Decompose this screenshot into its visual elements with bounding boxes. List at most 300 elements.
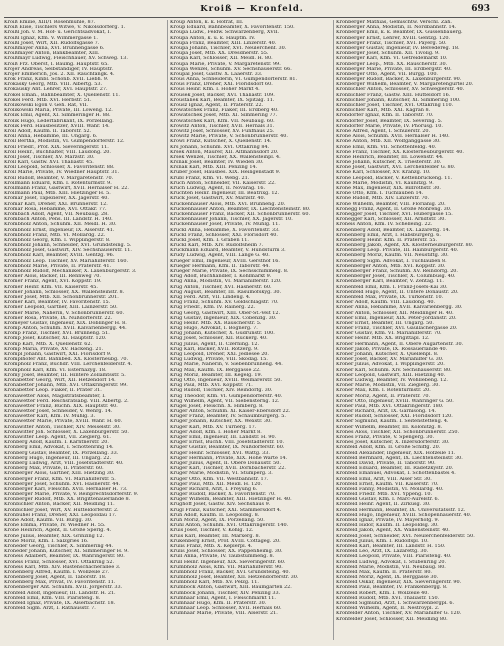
directory-entry: Krug Ludwig, Private, VIII. Skodag. 15.	[170, 357, 268, 363]
directory-entry: Krokel Ferd. Mtb. XVI. Herbstr. 51.	[4, 97, 92, 103]
directory-entry: Krondorfer Marie, Private, IV. Phorusg. 10.	[336, 123, 443, 129]
directory-entry: Kroner Richard, Arzt, IX. Garnisong. 14.	[336, 409, 437, 415]
directory-entry: Krug Ferd. Arzt, VII. Lindeng. 4.	[170, 294, 251, 300]
directory-entry: Kronfeld Emil, Arzt, VIII. Alser Str. 30.	[336, 476, 432, 482]
directory-entry: Krousek Josef, Bäcker, XVI. Thaliastr. 109.	[170, 92, 275, 98]
directory-entry: Kronfeld Robert, Kfm. I. Wollzeile 40.	[336, 590, 429, 596]
directory-entry: Kromer Heinr. Kfm. VII. Kaiserstr. 45.	[4, 284, 98, 290]
directory-entry: Krone Franz, Tischler, XX. Klosterneuburgerstr. 40.	[336, 149, 464, 155]
directory-entry: Krsek Wenzel, Tischler, XX. Wallensteinpl. 4.	[170, 154, 281, 160]
directory-entry: Krojer Andreas, Selbständiger, IV. Hauptstr.	[4, 66, 113, 72]
directory-entry: Kruckenhauser Anton, Beamter, IX. Liechtensteinstr. 80.	[170, 206, 311, 212]
directory-entry: Kroiß Emilie, XIII/1 Rosenmühle, 87.	[4, 20, 96, 25]
directory-entry: Kronberger Rudolf, Mtb. XX. Brigittenauerlände 8.	[4, 497, 131, 503]
directory-entry: Krueger Emil, Ingenieur, XVIII. Gersthof 16.	[170, 258, 280, 264]
directory-entry: Kruis Karl, Beamter, III. Marxerg. 8.	[170, 533, 261, 539]
directory-entry: Krone Heinrich, Beamter, III. Löwenstr. 44.	[336, 154, 444, 160]
directory-entry: Krüger Heinr. Schlosser, XVI. Wattg. 33.	[170, 450, 270, 456]
directory-entry: Krug August, Beamter, III. Rasumofskyg. 30.	[170, 289, 282, 295]
directory-entry: Kronabetter Johann, Mtb. XVI. Ottakringerstr. 99.	[4, 383, 128, 389]
directory-entry: Krug Franz, Schuhm. XV. Goldschlagstr. 70.	[170, 300, 279, 306]
directory-entry: Kronenberg Heinr. Kfm. II. Praterstr. 55.	[336, 237, 438, 243]
directory-entry: Krumböck Anton, Gastwirt, XIII. Baumgarten 22.	[170, 585, 292, 591]
directory-entry: Kronfeld Oskar, Ingenieur, XIX. Sieveringerstr. 90.	[336, 580, 462, 586]
directory-entry: Kruger Johann, Kutscher, XX. Wexstr. 30.	[170, 419, 272, 425]
directory-entry: Kronfeld Bernhard, Agent, IX. Liechtensteinstr. 30.	[336, 455, 463, 461]
directory-entry: Kronberg Gustav, Beamter, IX. Porzellang. 33.	[4, 450, 119, 456]
directory-entry: Krudy Ludwig, Agent, VIII. Lange G. 40.	[170, 253, 270, 259]
directory-entry: Krojer Emmerich, Jos. 2. XII. Rauchfangk. 4.	[4, 71, 115, 77]
directory-entry: Kruliš Josef, Schlosser, XX. Pappenheimg. 30.	[170, 549, 283, 555]
directory-entry: Krug Heinr. Mtb. XX. Rauscherstr. 5.	[170, 320, 262, 326]
directory-entry: Kromer Josef, Mtb. XII. Schönbrunnerstr. 201.	[4, 294, 119, 300]
directory-entry: Krug Marie, Näherin, V. Siebenbrunneng. 44.	[170, 362, 283, 368]
directory-entry: Kroll Heinr., Buchhalter, VIII. Laudong. 20.	[4, 149, 111, 155]
directory-entry: Krones Alois, Tischler, XII. Schönbrunnerstr. 250.	[336, 429, 460, 435]
directory-entry: Krüger Hermann, Private, XIX. Hohe Warte 14.	[170, 455, 288, 461]
directory-entry: Kroner Johann, Kutscher, X. Quellenpl. 8.	[336, 352, 439, 357]
directory-entry: Kroner Adolf, Kaufm. VIII. Laudong. 40.	[336, 300, 436, 306]
directory-entry: Kromer Karl, Beamter, IV. Favoritenstr. 15.	[4, 300, 111, 306]
directory-entry: Krolikowski Egon v. Geh. Rat, VII.	[4, 103, 89, 108]
directory-entry: Krüger Wilhelm, Beamter, XIII. Hietzinger H. 40.	[170, 497, 292, 503]
directory-entry: Kromer Franz, Agent, XVI. Koppstr. 19.	[4, 279, 102, 285]
directory-entry: Kronawetter Alois, Magistratsbeamter, I.	[4, 393, 106, 399]
directory-entry: Kronbichler Anton, Schlosser, XV. Schweglerstr. 40.	[336, 87, 465, 93]
directory-entry: Kronfeld Karl, Beamter, III. Landstr. H. 150.	[336, 543, 446, 549]
directory-entry: Kroll Leopold, Schlosser, X. Favoritenstr. 88.	[4, 165, 115, 171]
directory-entry: Krone Julius, Beamter, XIX. Grinzing 12.	[4, 533, 105, 539]
page-header	[0, 4, 504, 18]
directory-entry: Kronfeld Ernst, Kaufm. VII. Kaiserstr. 70.	[336, 481, 439, 487]
directory-entry: Krolik Emil, Agent, XI. Simmeringer H. 88.	[4, 113, 111, 119]
directory-entry: Kruber Josef, Hausbes. XIX. Heiligenstadt 9.	[170, 170, 281, 176]
directory-entry: Kromp Anton, Schuhm. XVII. Kalvarienbergg. 44.	[4, 326, 127, 332]
directory-entry: Kroiß Frz. Oberst, I. Baumg. Hauptstr. 65.	[4, 61, 109, 67]
directory-entry: Kronenfeld Max, Private, IX. Türkenstr. 10.	[336, 294, 444, 300]
directory-entry: Krone Emil, Kfm. VII. Schottenfeldg. 40.	[336, 144, 437, 150]
directory-entry: Kroner Otto, Ingenieur, XVIII. Währinger G. 50.	[336, 398, 454, 404]
directory-entry: Kronfeld Friedr. Mtb. XVI. Yppeng. 10.	[336, 492, 433, 498]
directory-entry: Kruckenhauser Alois, Mtb. XVI. Brunneng. 20.	[170, 201, 286, 207]
directory-entry: Krubl Franz, Kfm. VI. Webg. 21.	[170, 175, 250, 181]
directory-entry: Kronenberg Emil, Arzt, I. Habsburgerg. 6.	[336, 232, 441, 238]
directory-entry: Krumbholz Josef, Beamter, XII. Hetzendorferstr. 30.	[170, 575, 299, 581]
directory-entry: Krückl Karl, Mtb. XIV. Rudolfsheim 7.	[170, 243, 264, 249]
directory-entry: Krones Franz, Private, V. Spengerg. 30.	[336, 435, 435, 440]
directory-entry: Krone Alfred, Agent, I. Schulerstr. 20.	[336, 128, 431, 134]
directory-entry: Kronawitter Anton, Tischler, XIV. Meiselstr. 30.	[4, 424, 121, 430]
directory-entry: Kronfeld Wilhelm, Agent, II. Nestroypl. 2.	[336, 606, 440, 612]
directory-entry: Kroner Emil, Ingenieur, XIX. Peter-Jordanstr. 20.	[336, 315, 457, 321]
directory-entry: Krone Karl, Schlosser, XV. Kranzg. 10.	[336, 170, 431, 176]
directory-entry: Kroner Moriz, Agent, II. Praterstr. 70.	[336, 393, 431, 399]
directory-entry: Kroll Marie, Private, IV. Wiedner Hauptstr. 31.	[4, 170, 120, 176]
directory-entry: Krokausky Ant. Lehrer, XVI. Hauptstr. 27.	[4, 87, 108, 93]
directory-entry: Kršnak Josef, Beamter, IV. Wieden 30.	[170, 160, 264, 166]
directory-entry: Kronegg Franz, Agent, II. Große Mohreng. 30.	[336, 206, 452, 212]
directory-entry: Krumhaar Leop. Schlosser, XVII. Hernals 60.	[170, 606, 282, 612]
directory-entry: Kruger Franz, Beamter, IV. Schaumburgerg. 5.	[170, 414, 286, 420]
directory-entry: Krombholz Georg, Kfm. I. Wipplingerstr. 8.	[4, 237, 111, 243]
directory-entry: Kronberg Ludwig, Arzt, VIII. Josefstädterstr. 40.	[4, 460, 124, 466]
directory-entry: Krueger Hermann, Kfm. II. Taborstr. 44.	[170, 263, 270, 269]
directory-entry: Krüger Paul, Mtb. XII. Meidl. H. 120.	[170, 481, 263, 487]
directory-entry: Kroneis Adalbert, Beamter, IX. Währingerstr. 80.	[4, 554, 125, 560]
directory-entry: Krug Anton, Tischler, XVI. Hasnerstr. 60.	[170, 284, 272, 290]
directory-entry: Kronbühel Franz, Dreher, XXI. Leopoldau 17.	[4, 512, 117, 518]
directory-entry: Krone Adolf, Kaufm. VII. Burgg. 30.	[4, 518, 93, 523]
directory-entry: Kroll Karl, Gastw. XVI. Thaliastr. 45.	[4, 160, 94, 166]
directory-entry: Kroneder Georg, Tischler, X. Simmering 44.	[4, 543, 114, 549]
directory-entry: Kronfeld Moriz, Agent, IX. Berggasse 30.	[336, 575, 439, 581]
directory-entry: Kruger Anton, Schuhm. XI. Kaiser-Ebersdorf 22.	[170, 409, 291, 415]
directory-entry: Kruis Josef, Tischler, V. Kohlg. 12.	[170, 528, 254, 534]
directory-entry: Krumbholz Karl, Mtb. XV. Pelzg. 11.	[170, 580, 259, 586]
directory-entry: Kruh Moriz, Agent, IX. Porzellang. 50.	[170, 518, 265, 523]
directory-entry: Krull Anna, Private, IV. Taubstummeng. 8.	[170, 554, 275, 560]
directory-entry: Kronfelder Anton, Tischler, XV. Mariahilfer G. 120.	[336, 611, 462, 617]
directory-entry: Krug Johann, Kutscher, X. Gudrunstr. 100.	[170, 331, 275, 337]
directory-entry: Kronberger Marie, Private, III. Erdbergstr. 40.	[336, 66, 452, 72]
columns-container	[4, 20, 500, 642]
directory-entry: Krückl Franz, Schlosser, XXI. Florisdorf 40.	[170, 232, 278, 238]
directory-entry: Kruliš Franz, Mtb. X. Keplerpl. 4.	[170, 543, 253, 549]
directory-entry: Kromar Karl, Dreher, XXI. Brünnerstr. 12.	[4, 201, 108, 207]
directory-entry: Kronbichler Josef, Wirt, XV. Hütteldorferstr. 2.	[4, 507, 119, 513]
header-rule	[4, 17, 498, 18]
directory-entry: Kruckenhauser Josef, Private, IV. Mühlg. 11.	[170, 222, 280, 228]
directory-entry: Krückl Anna, Hebamme, X. Favoritenstr. 33.	[170, 227, 280, 233]
directory-entry: Krowl Franz, Kutscher, X. Quellenstr. 14.	[170, 139, 272, 145]
directory-entry: Kronfeld Julius, Kfm. I. Rudolfspl. 10.	[336, 538, 429, 544]
directory-entry: Kroner Gustav, Kfm. VI. Mariahilferstr. 70.	[336, 331, 442, 337]
directory-entry: Krüger Rudolf, Bäcker, X. Favoritenstr. 70.	[170, 492, 276, 498]
directory-entry: Kronawetter Franz, Buchh. XIX. Hauptstr. 40.	[4, 403, 118, 409]
directory-entry: Kruhl Anton, Schuhm. XVI. Ottakringerstr. 140.	[170, 523, 289, 529]
directory-entry: Kruckmann Eduard, Beamter, V. Hundsturm 3.	[170, 248, 286, 254]
directory-entry: Kronbichler Karl, Mtb. XXI. Kagran 8.	[336, 108, 431, 114]
column-left	[4, 20, 164, 642]
directory-entry: Kronawetter Josef, Schneider, V. Wehrg. 14.	[4, 409, 113, 415]
directory-entry: Kronfeld Hugo, Ingenieur, XVIII. Schopenhauerstr. 40.	[336, 512, 472, 518]
directory-entry: Kronberg Emil, Advokat, I. Schottenring 14.	[4, 445, 114, 451]
directory-entry: Kroißl Joh. v. M. Hof- u. Gerichtsadvokat, I.	[4, 30, 112, 36]
directory-entry: Kronfeld Heinr. Agent, II. Zirkusg. 30.	[336, 502, 431, 508]
directory-entry: Krone Emma, Private, IV. Wiedner H. 55.	[4, 523, 106, 529]
directory-entry: Kruchten Heinr. Ingenieur, III. Beatrixg. 12.	[170, 191, 280, 197]
directory-entry: Kronberger Franz, Kfm. VI. Mariahilferstr. 5.	[4, 476, 116, 482]
directory-entry: Krugl Franz, Kutscher, XXI. Stammersdorf 4.	[170, 507, 282, 513]
directory-entry: Krombholz Josef, Gastwirt, XIV. Sechshauserstr. 11.	[4, 248, 132, 254]
directory-entry: Kroll Adolf, Kaufm. II. Taborstr. 52.	[4, 128, 92, 134]
directory-entry: Krondorfer Ignaz, Kfm. II. Taborstr. 70.	[336, 113, 434, 119]
directory-entry: Kroner Ludwig, Beamter, IV. Wohllebeng. 12.	[336, 377, 448, 383]
directory-entry: Kromer Marie, Näherin, V. Schönbrunnerstr. 60.	[4, 310, 125, 316]
directory-entry: Kronegger Karl, Schlosser, XII. Arndtstr. 30.	[336, 217, 446, 223]
directory-entry: Kroner Karl, Schuhm. XIV. Sechshauserstr. 80.	[336, 367, 452, 373]
directory-entry: Kronfeld Fanny, Modistin, VI. Mollardg. 40.	[336, 486, 444, 492]
directory-entry: Kronawetter Marie, Private, XVIII. Währ. H. 60.	[4, 419, 123, 425]
directory-entry: Kroiß Elise, Tischlers Witwe, V. Nikolsdorferg. 1.	[4, 25, 126, 31]
directory-entry: Kronfeld Eduard, Beamter, III. Radetzkystr. 20.	[336, 466, 454, 472]
directory-entry: Kroustaliek Karl, Beamter, IX. Spitalg. 11.	[170, 97, 275, 103]
directory-entry: Kronberger Josef, Schuhm. XVI. Hasnerstr. 44.	[4, 481, 120, 487]
directory-entry: Kromp Josef, Kutscher, XI. Hauptstr. 120.	[4, 336, 107, 342]
directory-entry: Kronbichler Johann, Kutscher, XI. Simmering 100.	[336, 97, 461, 103]
directory-entry: Kronberger Mathias, Gemischtw. Verschl. Zah.	[336, 20, 452, 25]
directory-entry: Kronberger Emil, k. k. Beamter, IX. Gussenbauerg.	[336, 30, 463, 36]
directory-entry: Krull Heinr. Ingenieur, XIX. Sieveringerstr. 60.	[170, 559, 286, 565]
directory-entry: Kromeyer Gustav, Ingenieur, XIX. Döblinger H. 8.	[4, 320, 127, 326]
directory-entry: Krüger Marie, Modistin, VI. Stumperg. 3.	[170, 471, 273, 477]
directory-entry: Krumbholz Franz, Bäcker, XVI. Grundsteing. 40.	[170, 569, 291, 575]
directory-entry: Krukenberg Ernst, Prof. XVIII. Cottageg. 20.	[170, 538, 281, 544]
directory-entry: Kroner Jakob, Private, IX. Rossauerlände 40.	[336, 346, 448, 352]
directory-entry: Kronberger Rudolf, Bäcker, X. Laxenburgerstr. 90.	[336, 77, 462, 83]
directory-entry: Kroner Franz, Tischler, XVI. Gaullachergasse 20.	[336, 326, 458, 332]
directory-entry: Krug Paul, Mtb. XVI. Koppstr. 71.	[170, 383, 253, 389]
directory-entry: Kronawitter Joh. Schlosser, X. Laxenburgerstr. 50.	[4, 429, 129, 435]
directory-entry: Krokel Eman., Bahnbeamter, X. Quellenstr. 11.	[4, 92, 120, 98]
directory-entry: Krone Rudolf, Mtb. XIV. Linzerstr. 70.	[336, 196, 430, 202]
directory-entry: Kromy Josef, Beamter, III. Hintere Zollamtsstr. 5.	[4, 372, 126, 378]
directory-entry: Kronberger Leop., Mtb. XX. Rauscherstr. 30.	[336, 61, 448, 67]
directory-entry: Kroupa Anton, k. u. k. Hauptm. IV.	[170, 35, 256, 41]
directory-entry: Krolikowski Maria, Private, III. Löweng. 12.	[4, 108, 113, 114]
directory-entry: Kronberg Hugo, Ingenieur, III. Ungarg. 22.	[4, 455, 112, 461]
directory-entry: Kronberger Wilhelm, Beamter, V. Margaretengürtel 20.	[336, 82, 474, 88]
directory-entry: Kronfeld Sigm. Arzt, I. Rathausstr. 7.	[4, 606, 96, 612]
directory-entry: Krone Heinrich, Agent, II. Große Sperlg. 4.	[4, 528, 112, 534]
directory-entry: Krug Otto, Ingenieur, XVIII. Weimarerstr. 50.	[170, 377, 282, 383]
directory-entry: Kroner Ernst, Beamter, III. Ungarg. 50.	[336, 320, 434, 326]
directory-entry: Kronberger Anna, Modistin, II. Nordbahnstr. 14.	[336, 25, 457, 31]
directory-entry: Kronawetter Karl, Kfm. IV. Mühlg. 3.	[4, 414, 96, 420]
directory-entry: Krueger Marie, Private, IX. Sechsschimmelg. 8.	[170, 269, 289, 274]
directory-entry: Krompl Johann, Gastwirt, XXI. Florisdorf 9.	[4, 352, 112, 357]
directory-entry: Kronenberger Josef, Tischler, X. Columbusg. 40.	[336, 274, 456, 280]
directory-entry: Krombholz Franz, Mtb. VI. Mollardg. 22.	[4, 232, 106, 238]
directory-entry: Kroll Rudolf, Beamter, V. Margaretenstr. 70.	[4, 175, 114, 181]
directory-entry: Kromp Karl, Mtb. X. Quellenstr. 62.	[4, 341, 93, 347]
directory-entry: Krumböck Johann, Tischler, XIV. Penzing 33.	[170, 590, 281, 596]
directory-entry: Krolik Hugo, Lederfabrikant, IX. Porzellang.	[4, 118, 114, 124]
directory-entry: Kroner Hermann, Agent, II. Obere Augartenstr. 30.	[336, 341, 464, 347]
directory-entry: Kronberger Karl, Kfm. VI. Getreidemarkt 10.	[336, 56, 448, 62]
page-number: 693	[471, 4, 490, 14]
directory-entry: Kronbichler Franz, Gastw. XIII. Hütteldorf 16.	[336, 92, 451, 98]
directory-entry: Kronfeld Emanuel, Advokat, I. Schottenbastei 4.	[336, 471, 456, 477]
directory-entry: Kronberger Marie, Private, V. Reinprechtsdorferstr. 9.	[4, 492, 139, 498]
directory-entry: Kronenberger Ant. Schuhm. XVII. Jörgerstr. 33.	[4, 585, 123, 591]
directory-entry: Krondorfer Josef, Beamter, IX. Severing. 5.	[336, 118, 443, 124]
directory-entry: Kronfelder Josef, Schlosser, XII. Meidling 80.	[336, 616, 448, 622]
directory-entry: Krüger Julius, Agent, II. Obere Donaustr. 50.	[170, 460, 281, 466]
directory-entry: Kruck Josef, Gastwirt, XV. Märzstr. 40.	[170, 196, 266, 202]
directory-entry: Kronberger Gustav, Ingenieur, IV. Belvedereg. 18.	[336, 45, 460, 51]
directory-entry: Krüger Otto, Kfm. VII. Westbahnstr. 17.	[170, 476, 269, 482]
directory-entry: Kronfeld Rudolf, Mtb. XVI. Thaliastr. 150.	[336, 595, 440, 601]
directory-entry: Kroupa Ludw., Feldw. Schwarzenberg, XVII.	[170, 30, 280, 36]
directory-entry: Kroupa Johann, Tischler, XVI. Neulerchenf. 30.	[170, 45, 287, 51]
directory-entry: Kronenberg Alfred, Kaufm. I. Wollzeile 27.	[4, 569, 110, 575]
directory-entry: Kronawitter Leop. Agent, VII. Zieglerg. 61.	[4, 435, 111, 440]
directory-entry: Kromp Franz, Tischler, XVI. Brunneng. 51.	[4, 331, 110, 337]
directory-entry: Kroner Max, Kfm. I. Rotenturmstr. 20.	[336, 388, 431, 394]
directory-entry: Krombholz Leop. Tischler, XV. Mariahilferstr. 160.	[4, 258, 129, 264]
directory-entry: Krug Gustav, Ingenieur, XIX. Cobenzlg. 30.	[170, 315, 277, 321]
directory-entry: Krous Franz, Dreher, XXI. Floridsdorf 60.	[170, 82, 273, 88]
directory-entry: Kruger Karl, Mtb. XV. Turnerg. 17.	[170, 424, 257, 430]
directory-entry: Kroll Friedr., Prof. XIX. Sieveringerstr. 11.	[4, 144, 109, 150]
directory-entry: Krollmann Eduard, Kfm. I. Rotenturmstr. 9.	[4, 180, 112, 186]
directory-entry: Krone Leopold, Bäcker, V. Kettenbrückeng. 11.	[336, 175, 453, 181]
directory-entry: Kroneis Franz, Schlosser, XVI. Ottakring 52.	[4, 559, 115, 565]
directory-entry: Kronfeld Hermann, Beamter, IX. Universitätsstr. 12.	[336, 507, 466, 513]
directory-entry: Krückl Josef, Kfm. I. Graben 11.	[170, 237, 249, 243]
running-title: Kroiß — Kronfeld.	[200, 4, 304, 14]
directory-entry: Kruckenhauser Franz, Bäcker, XII. Schönbrunnerstr. 60.	[170, 211, 310, 217]
directory-entry: Krowatschek Karl, Kfm. VII. Neubaug. 60.	[170, 118, 275, 124]
directory-entry: Kroll Anna, Hebamme, III. Ungarg. 6.	[4, 134, 98, 140]
directory-entry: Kronberger Alois, Gärtner, XIII. Hietzing 30.	[4, 471, 115, 477]
directory-entry: Krowatschek Josef, Mtb. XI. Simmering 77.	[170, 113, 278, 119]
directory-entry: Krone Otto, Kfm. I. Tuchlauben 14.	[336, 191, 424, 197]
directory-entry: Kruckenhauser Johann, Tischler, XX. Jägerstr. 10.	[170, 217, 293, 223]
directory-entry: Kronberger Otto, Agent, VII. Burgg. 100.	[336, 71, 438, 77]
directory-entry: Krombach Adolf, Agent, VII. Neubaug. 28.	[4, 211, 109, 217]
directory-entry: Krug Josef, Schlosser, XII. Ruckerg. 40.	[170, 336, 268, 342]
directory-entry: Krous Anna, Schneiderin, VI. Gumpendorferstr. 81.	[170, 77, 298, 83]
directory-entry: Kronfeld Jakob, Agent, XX. Wallensteinstr. 40.	[336, 528, 450, 534]
directory-entry: Kršnak Karl, Mtb. XIII. Penzing 14.	[170, 165, 258, 171]
directory-entry: Krombholz Anton, Schuhm. XII. Meidl. H. 30.	[4, 222, 117, 228]
directory-entry: Kroll Bertha, Modistin, VI. Gumpendorferstr. 12.	[4, 139, 125, 145]
directory-entry: Kronenberger Anton, Mtb. XVI. Koppstr. 30.	[336, 263, 446, 269]
directory-entry: Krug Moriz, Beamter, III. Kegelg. 19.	[170, 372, 263, 378]
directory-entry: Kronfeld Paul, Beamter, IV. Frankenbergg. 8.	[336, 585, 448, 591]
directory-entry: Krug Julius, Agent, II. Czerning. 12.	[170, 341, 260, 347]
directory-entry: Krsek Anton, Maurer, XII. Altmannsdorf 20.	[170, 149, 279, 155]
directory-entry: Krughoff Josef, Gastw. XIV. Sechshaus 9.	[170, 502, 271, 508]
directory-entry: Krones Josef, Kutscher, X. Inzersdorferstr. 30.	[336, 440, 450, 446]
directory-entry: Kronbichler Anton, Bäcker, XII. Meidling 11.	[4, 502, 115, 508]
directory-entry: Kronenfeld Hugo, Agent, II. Untere Donaustr. 20.	[336, 289, 459, 295]
directory-entry: Krüger Karl, Tischler, XVII. Dornbacherstr. 22.	[170, 466, 286, 472]
directory-entry: Krumbholz Alois, Kfm. VII. Mariahilferstr. 90.	[170, 564, 283, 570]
directory-entry: Krombholz Johann, Schneider, XVI. Grundsteing. 5.	[4, 243, 132, 249]
directory-entry: Kromp Maria, Private, XV. Hackeng. 21.	[4, 346, 104, 352]
directory-entry: Krug Friedr., Kfm. IV. Rainerg. 22.	[170, 305, 256, 311]
directory-entry: Krug Hugo, Advokat, I. Bognerg. 7.	[170, 326, 258, 332]
directory-entry: Krumhaar Emil, Agent, I. Fleischmarkt 11.	[170, 595, 276, 601]
directory-entry: Kronfeld Ignaz, Private, IX. Alserbachstr. 18.	[4, 601, 116, 606]
directory-entry: Krug Wilhelm, Agent, VII. Siebensterng. 12.	[170, 398, 280, 404]
directory-entry: Kroner Josef, Bäcker, XV. Mariahilfer G. 30.	[336, 357, 444, 363]
directory-entry: Krug Georg, Gastwirt, XIII. Ober-St.-Veit 12.	[170, 310, 281, 316]
directory-entry: Kroner Marie, Modistin, VII. Zieglerg. 30.	[336, 383, 440, 389]
directory-entry: Krompholz Franz, Buchdr. VIII. Lerchenfelderstr. 4.	[4, 362, 133, 368]
directory-entry: Krowitz Josef, Schlosser, XV. Fünfhaus 25.	[170, 128, 275, 134]
column-right	[336, 20, 496, 642]
directory-entry: Kronenberger Karl, Beamter, V. Zentag. 11.	[336, 279, 444, 285]
directory-entry: Krombholz Marie, Private, II. Praterstr. 41.	[4, 263, 112, 269]
directory-entry: Kroner Sigmund, Kaufm. I. Seitenstetteng. 4.	[336, 419, 449, 425]
directory-entry: Kronfeld Leo, Arzt, IX. Lazarettg. 30.	[336, 549, 429, 555]
directory-entry: Kronenberger Franz, Schuhm. XV. Reindorfg. 20.	[336, 269, 458, 274]
directory-entry: Krug Karl, Bäcker, XVII. Rötzerg. 9.	[170, 346, 259, 352]
directory-entry: Kronberger Franz, Tischler, XVI. Payerg. 50.	[336, 40, 447, 46]
directory-entry: Krugel Josef, Fleischh. X. Himberg. 8.	[170, 403, 264, 409]
directory-entry: Kroup Anton, k. k. Hofrat, III.	[170, 20, 244, 25]
directory-entry: Krug Anna, Modistin, VI. Mariahilferstr. 120.	[170, 279, 282, 285]
directory-entry: Krone Moriz, Kfm. I. Salzgries 16.	[4, 538, 89, 544]
directory-entry: Kronfeld Emil, Kfm. VIII. Piaristeng. 8.	[4, 595, 101, 601]
directory-entry: Kronberg Adolf, Kaufm. I. Kärntnerstr. 20.	[4, 440, 109, 446]
directory-entry: Krollmann Franz, Gastwirt, XVII. Hernalser H. 22.	[4, 186, 129, 191]
directory-entry: Kroner Wilhelm, Beamter, III. Kolonitzg. 8.	[336, 424, 443, 430]
directory-entry: Krombach Anton, Pens. III. Landstr. H. 140.	[4, 217, 113, 223]
directory-entry: Krone Wilhelm, Beamter, VIII. Florianig. 20.	[336, 201, 446, 207]
directory-entry: Krous Heinr. Kfm. I. Hoher Markt 4.	[170, 87, 260, 93]
directory-entry: Kroißmayr Ludwig, Fleischhauer, XV. Schweg. 13.	[4, 56, 128, 62]
directory-entry: Kronenberg Max, Privat, IV. Favoritenstr. 11.	[4, 580, 116, 586]
directory-entry: Kronfeld Sigmund, Arzt, I. Schwarzenbergpl. 6.	[336, 601, 455, 606]
directory-entry: Kronenberg Moriz, Kaufm. VII. Neustiftg. 30.	[336, 253, 449, 259]
directory-entry: Kronberg Max, Private, II. Praterstr. 60.	[4, 466, 104, 472]
directory-entry: Krolik Ferd. Hausbesitzer, XVIII. Währ. 14.	[4, 123, 110, 129]
directory-entry: Kruch Anton, Schneider, VII. Kaiserstr. 22.	[170, 180, 276, 186]
directory-entry: Kroll Josef, Tischler, XV. Märzstr. 30.	[4, 154, 95, 160]
directory-entry: Kromer Alois, Bäcker, III. Rennweg 70.	[4, 274, 101, 280]
directory-entry: Krowatschek Franz, Fiaker, III. Erdberg 40.	[170, 108, 279, 114]
directory-entry: Krone Johann, Kutscher, X. Triesterstr. 30.	[336, 160, 442, 166]
directory-entry: Kronberger Josef, Schuhm. XII. Tivolig. 9.	[336, 51, 440, 57]
directory-entry: Kroneis Anton, Kfm. IV. Schelleing. 22.	[336, 222, 433, 228]
directory-entry: Krokasky Georg, Mtb. VIII. Albertg. 53.	[4, 82, 103, 88]
directory-entry: Kronfeld Alexander, Ingenieur, XIX. Hofzeile 11.	[336, 450, 456, 456]
directory-entry: Kronenfeld Emil, Kfm. I. Franz-Josefs-Kai 30.	[336, 284, 448, 290]
directory-entry: Krollmann Paul, Mtb. XIII. Hietzinger H. 5.	[4, 191, 111, 197]
directory-entry: Krüger Ernst, Buchh. VIII. Josefstädterstr. 10.	[170, 440, 285, 446]
directory-entry: Kroupa Marie, Private, V. Margaretenstr. 99.	[170, 61, 281, 67]
directory-entry: Kronabetter Leop. Fiaker, II. Prater 31.	[4, 388, 102, 394]
directory-entry: Kroißl Ignaz, Kfm. V. Wimmergasse 1.	[4, 35, 98, 41]
directory-entry: Krone Josef, Gastwirt, XVI. Lerchenfelder G. 80.	[336, 165, 456, 171]
directory-entry: Krone Marie, Modistin, VI. Kaunitzg. 9.	[336, 180, 434, 186]
directory-entry: Kruh Adolf, Kaufm. II. Leopoldsg. 8.	[170, 512, 260, 518]
directory-entry: Krone Alois, Schuhm. XVII. Hernalser H. 140.	[336, 134, 450, 140]
directory-entry: Kroißmayer Anton, Bankbeamter, XIII.	[4, 51, 100, 57]
directory-entry: Kronenberg Adolf, Beamter, IX. Lazarettg. 14.	[336, 227, 451, 233]
directory-entry: Kroupa Karl, Schlosser, XII. Meidl. H. 80.	[170, 56, 273, 62]
directory-entry: Krombholz Karl, Beamter, XVIII. Gentzg. 96.	[4, 253, 115, 259]
directory-entry: Krousz Ignaz, Agent, II. Praterstr. 22.	[170, 103, 264, 108]
directory-entry: Krug Leopold, Dreher, XXI. Jedlesee 20.	[170, 352, 269, 357]
directory-entry: Krug Theodor, Kfm. VI. Gumpendorferstr. 40.	[170, 393, 283, 399]
directory-entry: Kroner Anton, Schlosser, XII. Meidlinger H. 40.	[336, 310, 454, 316]
directory-entry: Krowitz Marie, Private, V. Schönbrunnerstr. 40.	[170, 134, 288, 140]
directory-entry: Kroner Rudolf, Schlosser, XXI. Floridsdorf 120.	[336, 414, 453, 420]
directory-entry: Kromer Rosa, Private, IX. Nußdorferstr. 22.	[4, 315, 113, 321]
directory-entry: Krumhaar Hugo, Kfm. II. Praterstr. 30.	[170, 601, 267, 606]
directory-entry: Kroner Julius, Advokat, I. Wipplingerstr. 20.	[336, 362, 445, 368]
directory-entry: Krug Rudolf, Tischler, XIV. Reindorfg. 30.	[170, 388, 273, 394]
directory-entry: Krüger Emil, Ingenieur, III. Landstr. H. 90.	[170, 435, 277, 440]
directory-entry: Kromer Johann, Schlosser, XX. Wallensteinstr. 8.	[4, 289, 125, 295]
directory-entry: Kronfeld Adolf, Kfm. II. Große Schiffg. 20.	[336, 445, 441, 451]
